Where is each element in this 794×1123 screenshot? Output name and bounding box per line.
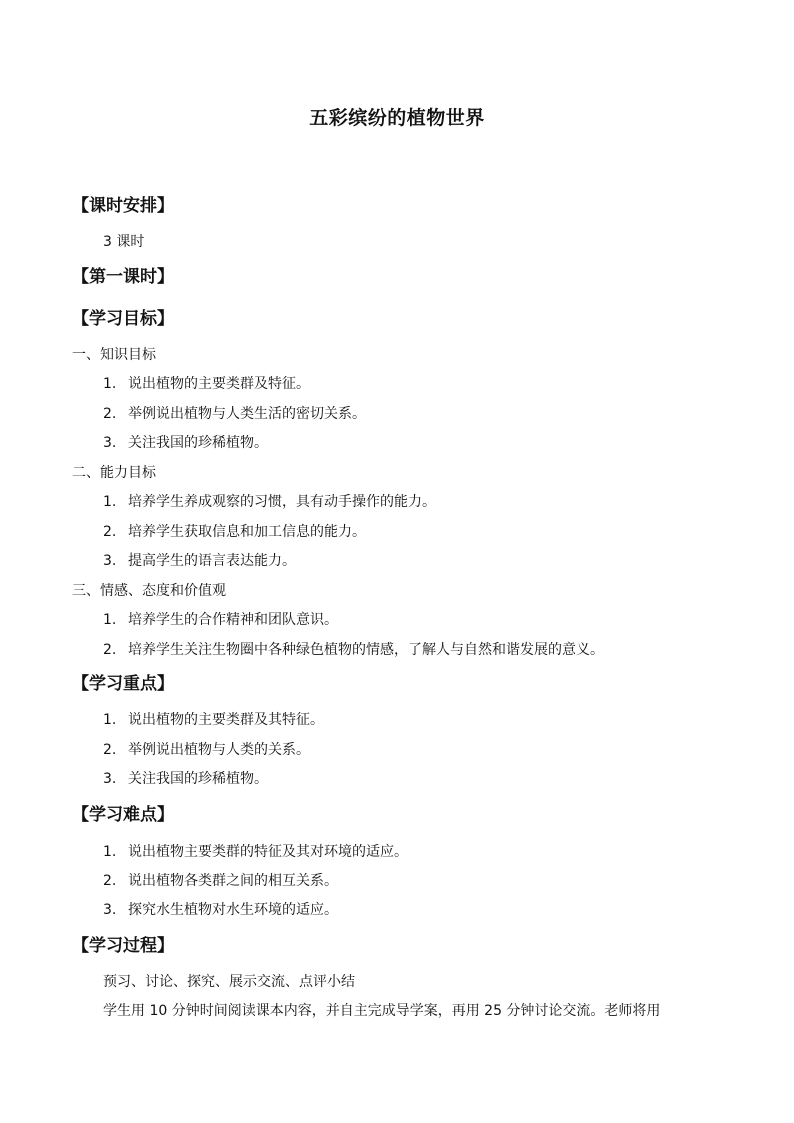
list-item-text: 培养学生获取信息和加工信息的能力。 xyxy=(128,524,366,540)
list-item xyxy=(103,405,366,423)
list-item-text: 培养学生的合作精神和团队意识。 xyxy=(128,612,338,628)
list-item-text: 举例说出植物与人类的关系。 xyxy=(128,742,310,758)
list-item xyxy=(103,711,324,729)
paragraph-line: 学生用 10 分钟时间阅读课本内容，并自主完成导学案，再用 25 分钟讨论交流。老师将用 xyxy=(103,1003,661,1019)
schedule-text: 3 课时 xyxy=(103,234,145,250)
list-item-number: 2. xyxy=(103,742,117,758)
list-item xyxy=(103,493,436,511)
list-item-text: 说出植物主要类群的特征及其对环境的适应。 xyxy=(128,844,408,860)
list-item-number: 2. xyxy=(103,524,117,540)
list-item-number: 1. xyxy=(103,494,117,510)
list-item-number: 1. xyxy=(103,712,117,728)
list-item xyxy=(103,375,310,393)
list-item-text: 关注我国的珍稀植物。 xyxy=(128,435,268,451)
list-item-number: 1. xyxy=(103,376,117,392)
heading-first-lesson: 【第一课时】 xyxy=(72,267,174,287)
list-item xyxy=(103,552,296,570)
heading-process: 【学习过程】 xyxy=(72,936,174,956)
list-item-number: 3. xyxy=(103,902,117,918)
list-item xyxy=(103,901,338,919)
list-item-number: 2. xyxy=(103,406,117,422)
list-item xyxy=(103,611,338,629)
heading-objectives: 【学习目标】 xyxy=(72,309,174,329)
heading-schedule: 【课时安排】 xyxy=(72,196,174,216)
list-item-number: 1. xyxy=(103,844,117,860)
list-item xyxy=(103,770,268,788)
objective-group-label: 二、能力目标 xyxy=(72,465,156,481)
objective-group-label: 一、知识目标 xyxy=(72,347,156,363)
list-item xyxy=(103,641,604,659)
list-item-text: 关注我国的珍稀植物。 xyxy=(128,771,268,787)
list-item-text: 举例说出植物与人类生活的密切关系。 xyxy=(128,406,366,422)
list-item-text: 提高学生的语言表达能力。 xyxy=(128,553,296,569)
list-item-number: 3. xyxy=(103,553,117,569)
list-item-number: 3. xyxy=(103,771,117,787)
list-item-number: 1. xyxy=(103,612,117,628)
list-item-text: 培养学生关注生物圈中各种绿色植物的情感，了解人与自然和谐发展的意义。 xyxy=(128,642,604,658)
objective-group-label: 三、情感、态度和价值观 xyxy=(72,583,226,599)
list-item-text: 说出植物的主要类群及特征。 xyxy=(128,376,310,392)
list-item xyxy=(103,434,268,452)
list-item xyxy=(103,843,408,861)
list-item-text: 探究水生植物对水生环境的适应。 xyxy=(128,902,338,918)
paragraph-line: 预习、讨论、探究、展示交流、点评小结 xyxy=(103,974,355,990)
list-item xyxy=(103,872,338,890)
list-item-number: 3. xyxy=(103,435,117,451)
list-item-text: 培养学生养成观察的习惯，具有动手操作的能力。 xyxy=(128,494,436,510)
heading-difficulties: 【学习难点】 xyxy=(72,805,174,825)
list-item xyxy=(103,741,310,759)
list-item xyxy=(103,523,366,541)
list-item-number: 2. xyxy=(103,642,117,658)
list-item-text: 说出植物各类群之间的相互关系。 xyxy=(128,873,338,889)
list-item-text: 说出植物的主要类群及其特征。 xyxy=(128,712,324,728)
document-title: 五彩缤纷的植物世界 xyxy=(309,107,485,129)
list-item-number: 2. xyxy=(103,873,117,889)
heading-key-points: 【学习重点】 xyxy=(72,674,174,694)
